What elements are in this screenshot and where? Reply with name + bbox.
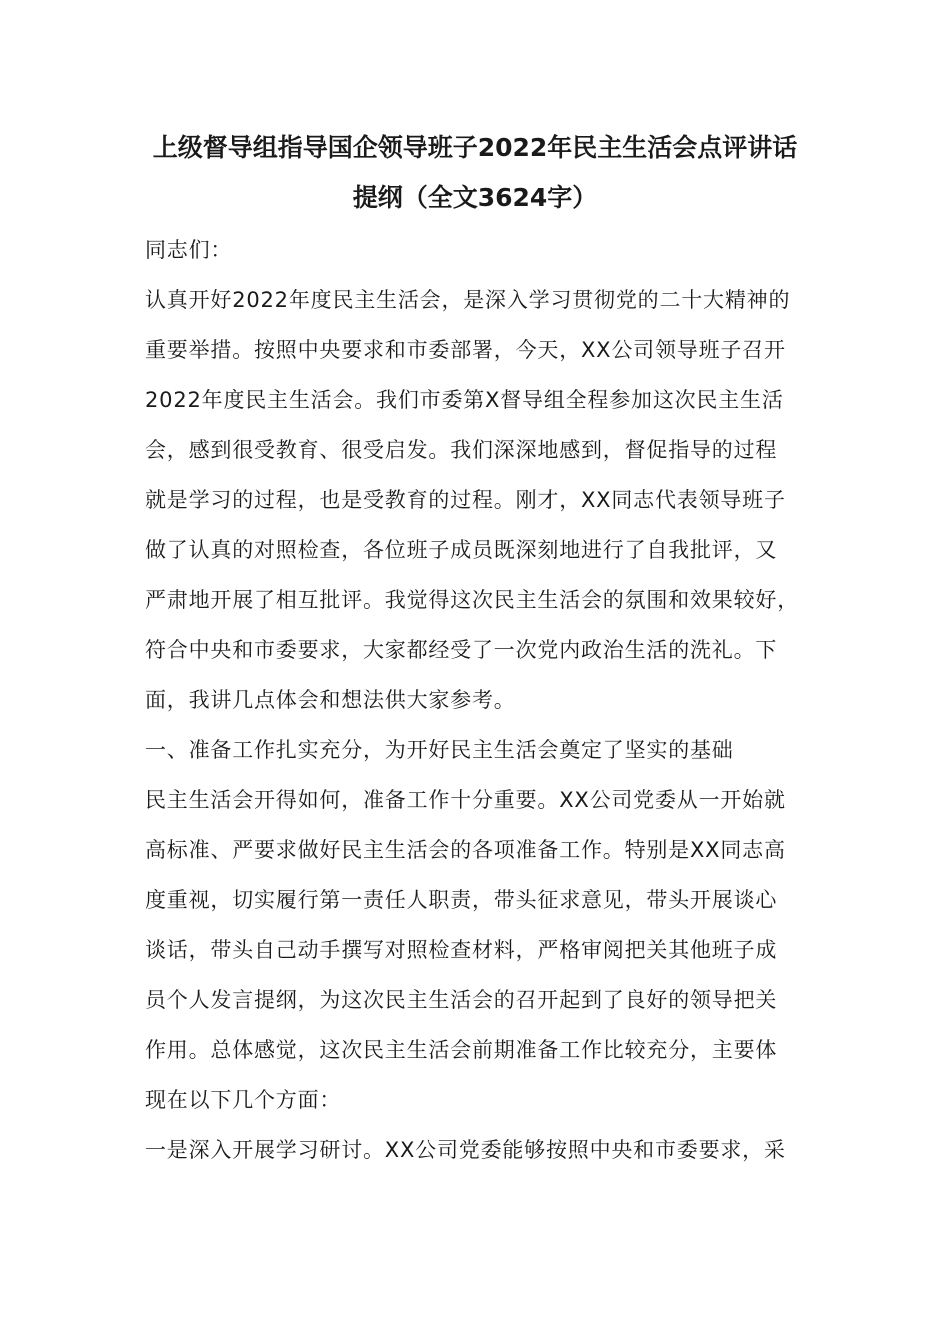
document-body (145, 232, 815, 1182)
paragraph-line: 就是学习的过程，也是受教育的过程。刚才，XX同志代表领导班子 (145, 488, 786, 512)
paragraph-line: 作用。总体感觉，这次民主生活会前期准备工作比较充分，主要体 (145, 1038, 778, 1062)
paragraph-line: 一是深入开展学习研讨。XX公司党委能够按照中央和市委要求，采 (145, 1138, 786, 1162)
document-title-line-2: 提纲（全文3624字） (352, 183, 598, 212)
paragraph-line: 做了认真的对照检查，各位班子成员既深刻地进行了自我批评，又 (145, 538, 778, 562)
paragraph-line: 现在以下几个方面： (145, 1088, 342, 1112)
section-heading: 一、准备工作扎实充分，为开好民主生活会奠定了坚实的基础 (145, 738, 734, 762)
paragraph-line: 员个人发言提纲，为这次民主生活会的召开起到了良好的领导把关 (145, 988, 778, 1012)
paragraph-line: 符合中央和市委要求，大家都经受了一次党内政治生活的洗礼。下 (145, 638, 778, 662)
paragraph-line: 度重视，切实履行第一责任人职责，带头征求意见，带头开展谈心 (145, 888, 778, 912)
paragraph-line: 严肃地开展了相互批评。我觉得这次民主生活会的氛围和效果较好， (145, 588, 799, 612)
paragraph-line: 高标准、严要求做好民主生活会的各项准备工作。特别是XX同志高 (145, 838, 786, 862)
paragraph-line: 2022年度民主生活会。我们市委第X督导组全程参加这次民主生活 (145, 388, 784, 412)
paragraph-line: 面，我讲几点体会和想法供大家参考。 (145, 688, 516, 712)
paragraph-line: 谈话，带头自己动手撰写对照检查材料，严格审阅把关其他班子成 (145, 938, 778, 962)
paragraph-line: 会，感到很受教育、很受启发。我们深深地感到，督促指导的过程 (145, 438, 778, 462)
document-title-line-1: 上级督导组指导国企领导班子2022年民主生活会点评讲话 (152, 133, 798, 162)
paragraph-line: 民主生活会开得如何，准备工作十分重要。XX公司党委从一开始就 (145, 788, 786, 812)
paragraph-line: 认真开好2022年度民主生活会，是深入学习贯彻党的二十大精神的 (145, 288, 791, 312)
salutation: 同志们： (145, 238, 233, 262)
paragraph-line: 重要举措。按照中央要求和市委部署，今天，XX公司领导班子召开 (145, 338, 786, 362)
